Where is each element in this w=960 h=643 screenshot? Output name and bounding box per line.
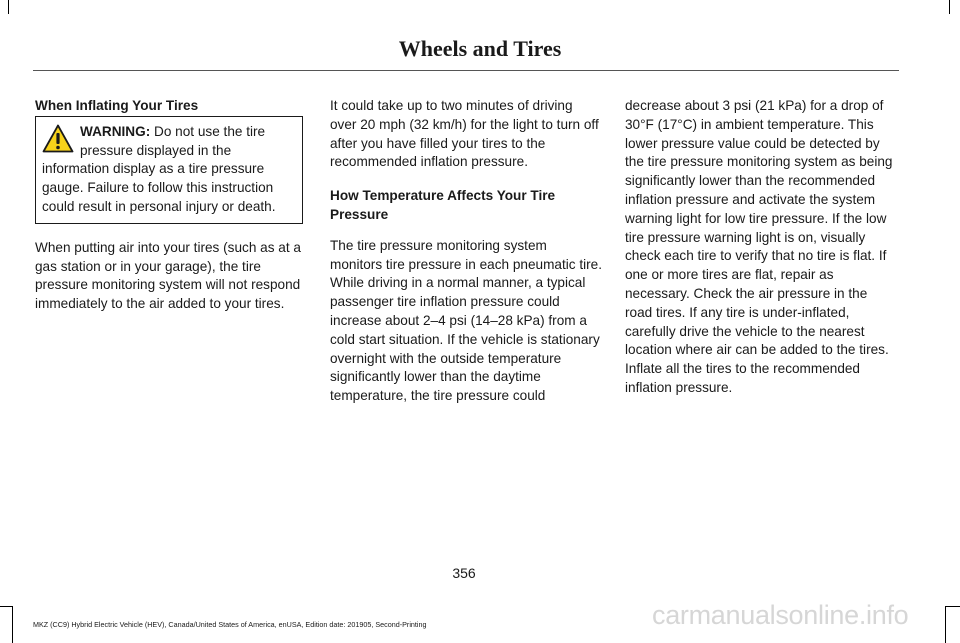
edition-footer: MKZ (CC9) Hybrid Electric Vehicle (HEV), Canada/United States of America, enUSA, Edition date: 201905, Second-Printing — [33, 620, 427, 629]
warning-text: Do not use the tire pressure displayed in the information display as a tire pressure gauge. Failure to follow this instruction could result in personal injury or death. — [42, 123, 276, 214]
crop-mark-bottom-right-h — [945, 606, 960, 607]
warning-text-block — [42, 123, 296, 217]
paragraph-temperature: The tire pressure monitoring system monitors tire pressure in each pneumatic tire. While driving in a normal manner, a typical passenger tire inflation pressure could increase about 2–4 psi (14–28 kPa) from a cold start situation. If the vehicle is stationary overnight with the outside temperature significantly lower than the daytime temperature, the tire pressure could — [330, 237, 602, 404]
warning-triangle-icon — [42, 124, 74, 153]
crop-mark-top-right — [949, 0, 950, 14]
section-heading-inflating: When Inflating Your Tires — [35, 98, 199, 113]
paragraph-temperature-continued: decrease about 3 psi (21 kPa) for a drop of 30°F (17°C) in ambient temperature. This lower pressure value could be detected by the tire pressure monitoring system as being significantly lower than the recommended inflation pressure and activate the system warning light for low tire pressure. If the low tire pressure warning light is on, visually check each tire to verify that no tire is flat. If one or more tires are flat, repair as necessary. Check the air pressure in the road tires. If any tire is under-inflated, carefully drive the vehicle to the nearest location where air can be added to the tires. Inflate all the tires to the recommended inflation pressure. — [625, 98, 893, 395]
warning-box — [35, 116, 303, 224]
paragraph-inflating: When putting air into your tires (such as at a gas station or in your garage), the tire pressure monitoring system will not respond immediately to the air added to your tires. — [35, 239, 301, 312]
watermark: carmanualsonline.info — [652, 600, 909, 630]
header-divider — [33, 70, 899, 71]
crop-mark-bottom-left-v — [12, 606, 13, 643]
crop-mark-bottom-right-v — [945, 606, 946, 643]
warning-label: WARNING: — [80, 123, 151, 139]
page-title: Wheels and Tires — [398, 36, 562, 61]
column-3 — [625, 97, 897, 398]
section-heading-temperature: How Temperature Affects Your Tire Pressure — [330, 188, 556, 222]
paragraph-light-turn-off: It could take up to two minutes of driving over 20 mph (32 km/h) for the light to turn off after you have filled your tires to the recommended inflation pressure. — [330, 98, 599, 170]
column-2 — [330, 97, 602, 406]
column-1 — [35, 97, 303, 314]
crop-mark-top-left — [8, 0, 9, 14]
crop-mark-bottom-left-h — [0, 606, 13, 607]
page-number: 356 — [452, 565, 476, 581]
